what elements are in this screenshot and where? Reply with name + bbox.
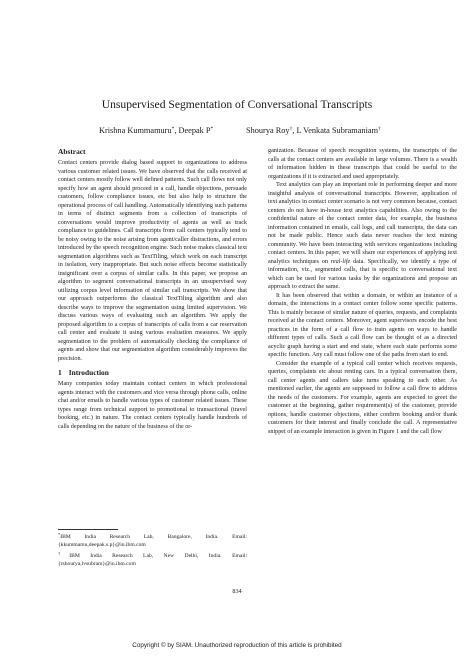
page-number: 834 [232,588,242,595]
introduction-heading [58,368,247,378]
affiliation-mark: * [210,126,214,132]
emphasis-text: real-life [330,258,351,265]
footnote-affiliation-2 [58,550,247,568]
footnotes [58,531,247,569]
abstract-text: Contact centers provide dialog based support to organizations to address various customer related issues. We have observed that the calls received at contact centers mostly follow well defined patterns. Such call flows not only specify how an agent should proceed in a call, handle objections, persuade customers, follow compliance issues, etc but also help to structure the operational process of call handling. Automatically identifying such patterns in terms of distinct segments from a collection of transcripts of conversations would improve productivity of agents as well as track compliance to guidelines. Call transcripts from call centers typically tend to be noisy owing to the noise arising from agent/caller distractions, and errors introduced by the speech recognition engine. Such noise makes classical text segmentation algorithms such as TextTiling, which work on each transcript in isolation, very inappropriate. But such noise effects become statistically insignificant over a corpus of similar calls. In this paper, we propose an algorithm to segment conversational transcripts in an unsupervised way utilizing corpus level information of similar call transcripts. We show that our approach outperforms the classical TextTiling algorithm and also describe ways to improve the segmentation using limited supervision. We discuss various ways of evaluating such an algorithm. We apply the proposed algorithm to a corpus of transcripts of calls from a car reservation call center and evaluate it using various evaluation measures. We apply segmentation to the problem of automatically checking the compliance of agents and show that our segmentation algorithm considerably improves the precision. [58,160,247,362]
introduction-paragraph: Many companies today maintain contact centers in which professional agents interact with the customers and vice versa through phone calls, online chat and/or emails to handle various types of customer related issues. These types range from technical support to promotional to transactional (travel booking, etc.) in nature. The contact centers typically handle hundreds of calls depending on the nature of the business of the or- [58,381,247,430]
author-name: , L Venkata Subramaniam [292,126,379,135]
footnote-text: IBM India Research Lab, New Delhi, India. Email: {rshourya,lvsubram}@in.ibm.com [58,553,247,567]
affiliation-mark: † [378,126,381,132]
body-paragraph: Consider the example of a typical call center which receives requests, queries, complaints etc about renting cars. In a typical conversation there, call center agents and callers take turns speaking to each other. As mentioned earlier, the agents are supposed to follow a call flow to address the needs of the customers. For example, agents are expected to greet the customer at the beginning, gather requirement(s) of the customer, provide options, handle customer objections, either confirm booking and/or thank customers for their interest and finally conclude the call. A representative snippet of an example interaction is given in Figure 1 and the call flow [268,360,457,435]
footnote-mark: * [58,532,61,537]
paper-title: Unsupervised Segmentation of Conversational Transcripts [101,98,373,111]
author-list [0,123,474,135]
author-name: Shourya Roy [246,126,290,135]
left-column [58,147,247,431]
abstract-heading: Abstract [58,147,86,156]
body-paragraph: It has been observed that within a domain, or within an instance of a domain, the interactions in a contact center follow some specific patterns. This is mainly because of similar nature of queries, requests, and complaints received at the contact centers. Moreover, agent supervisors encode the best practices in the form of a call flow to train agents on ways to handle different types of calls. Such a call flow can be thought of as a directed acyclic graph having a start and end state, where each state performs some specific function. Any call must follow one of the paths from start to end. [268,292,457,358]
author-name: , Deepak P [174,126,211,135]
section-number: 1 [58,368,62,377]
body-paragraph [268,181,457,292]
author-name: Krishna Kummamuru [99,126,172,135]
section-title: Introduction [68,368,109,377]
copyright-notice: Copyright © by SIAM. Unauthorized reproduction of this article is prohibited [132,642,342,649]
author-group-ibm-bangalore [99,123,213,137]
footnote-text: IBM India Research Lab, Bangalore, India. Email: {kkummamu,deepak.s.p}@in.ibm.com [58,534,247,548]
body-text: Text analytics can play an important role in performing deeper and more insightful analysis of conversational transcripts. However, application of text analytics in contact center scenario is not very common because, contact centers do not have in-house text analytics capabilities. Also owing to the confidential nature of the contact center data, for example, the business information contained in emails, call logs, and call transcripts, the data can not be made public. Hence such data never reaches the text mining community. We have been interacting with services organizations including contact centers. In this paper, we will share our experiences of applying text analytics techniques on [268,182,457,265]
body-paragraph: ganization. Because of speech recognition systems, the transcripts of the calls at the contact centers are available in large volumes. There is a wealth of information hidden in these transcripts that could be useful to the organizations if it is extracted and used appropriately. [268,148,457,180]
footnote-mark: † [58,551,70,557]
footnote-rule [58,529,118,530]
author-group-ibm-delhi [246,123,381,137]
affiliation-mark: * [171,126,175,132]
right-column [268,147,457,436]
body-text: data. Specifically, we identify a type of information, viz., segmented calls, that is specific to conversational text which can be used for various tasks by the organizations and propose an approach to extract the same. [268,258,457,290]
footnote-affiliation-1 [58,531,247,549]
affiliation-mark: † [289,126,293,132]
